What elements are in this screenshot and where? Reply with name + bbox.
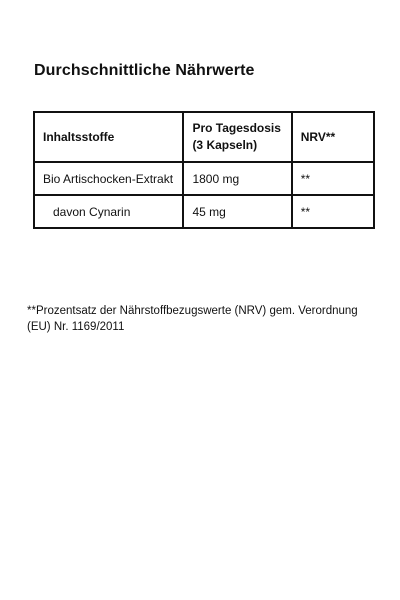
footnote: **Prozentsatz der Nährstoffbezugswerte (NRV) gem. Verordnung (EU) Nr. 1169/2011 xyxy=(27,305,358,333)
header-daily-dose-line2: (3 Kapseln) xyxy=(192,138,258,152)
table-row xyxy=(34,162,374,195)
nutrition-table xyxy=(33,111,375,229)
table-row xyxy=(34,195,374,228)
header-nrv: NRV** xyxy=(292,112,374,162)
ingredient-cell: Bio Artischocken-Extrakt xyxy=(34,162,183,195)
amount-cell: 45 mg xyxy=(183,195,291,228)
header-daily-dose-line1: Pro Tagesdosis xyxy=(192,121,281,135)
nrv-cell: ** xyxy=(292,162,374,195)
header-daily-dose xyxy=(183,112,291,162)
header-ingredients: Inhaltsstoffe xyxy=(34,112,183,162)
ingredient-cell: davon Cynarin xyxy=(34,195,183,228)
amount-cell: 1800 mg xyxy=(183,162,291,195)
page-title: Durchschnittliche Nährwerte xyxy=(34,62,255,79)
nrv-cell: ** xyxy=(292,195,374,228)
table-header-row xyxy=(34,112,374,162)
